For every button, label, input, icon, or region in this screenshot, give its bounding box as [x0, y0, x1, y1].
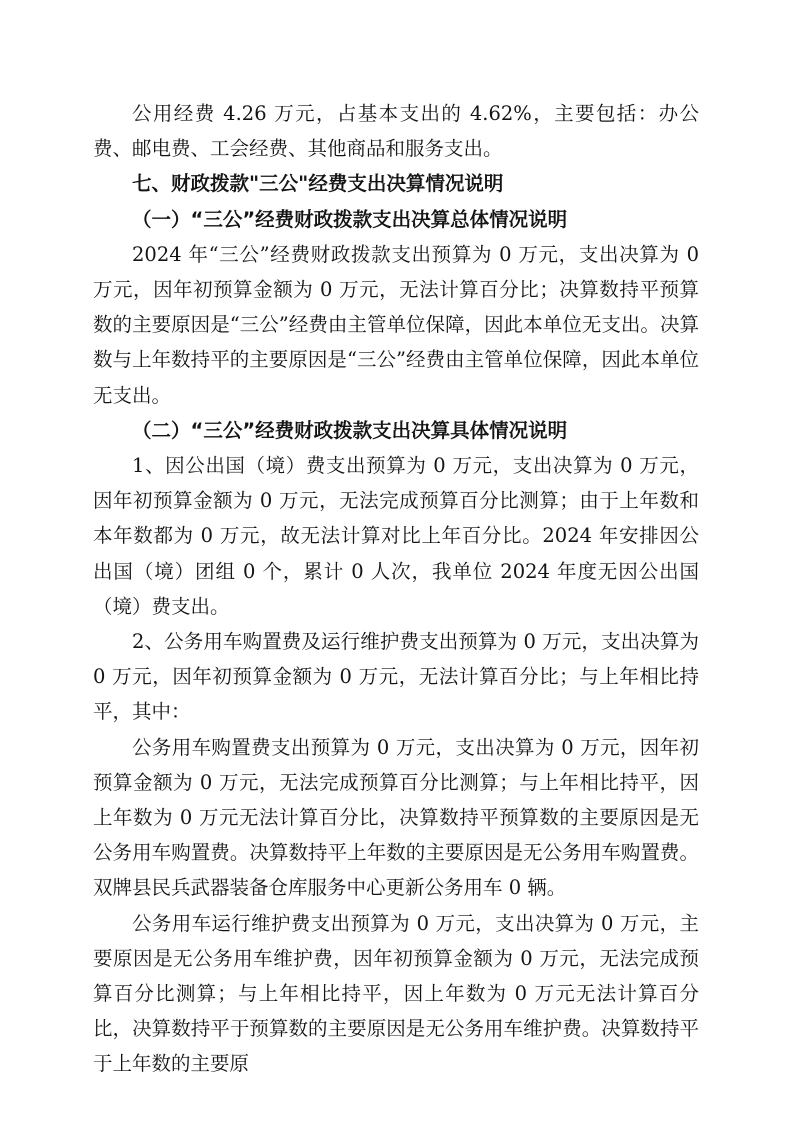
section-heading: 七、财政拨款"三公"经费支出决算情况说明: [132, 172, 504, 196]
document-body: [93, 96, 699, 1082]
body-paragraph: 公用经费 4.26 万元，占基本支出的 4.62%，主要包括：办公费、邮电费、工会经费、其他商品和服务支出。: [93, 102, 699, 161]
body-paragraph: 公务用车运行维护费支出预算为 0 万元，支出决算为 0 万元，主要原因是无公务用车维护费，因年初预算金额为 0 万元，无法完成预算百分比测算；与上年相比持平，因上年数为 0 万元无法计算百分比，决算数持平于预算数的主要原因是无公务用车维护费。决算数持平于上年数的主要原: [93, 911, 699, 1076]
section-heading: （一）“三公”经费财政拨款支出决算总体情况说明: [132, 207, 568, 231]
body-paragraph: 2、公务用车购置费及运行维护费支出预算为 0 万元，支出决算为 0 万元，因年初预算金额为 0 万元，无法计算百分比；与上年相比持平，其中：: [93, 630, 699, 724]
body-paragraph: 公务用车购置费支出预算为 0 万元，支出决算为 0 万元，因年初预算金额为 0 万元，无法完成预算百分比测算；与上年相比持平，因上年数为 0 万元无法计算百分比，决算数持平预算数的主要原因是无公务用车购置费。决算数持平上年数的主要原因是无公务用车购置费。双牌县民兵武器装备仓库服务中心更新公务用车 0 辆。: [93, 735, 699, 900]
section-heading: （二）“三公”经费财政拨款支出决算具体情况说明: [132, 418, 568, 442]
body-paragraph: 2024 年“三公”经费财政拨款支出预算为 0 万元，支出决算为 0 万元，因年初预算金额为 0 万元，无法计算百分比；决算数持平预算数的主要原因是“三公”经费由主管单位保障，因此本单位无支出。决算数与上年数持平的主要原因是“三公”经费由主管单位保障，因此本单位无支出。: [93, 242, 699, 407]
body-paragraph: 1、因公出国（境）费支出预算为 0 万元，支出决算为 0 万元，因年初预算金额为 0 万元，无法完成预算百分比测算；由于上年数和本年数都为 0 万元，故无法计算对比上年百分比。2024 年安排因公出国（境）团组 0 个，累计 0 人次，我单位 2024 年度无因公出国（境）费支出。: [93, 454, 699, 618]
